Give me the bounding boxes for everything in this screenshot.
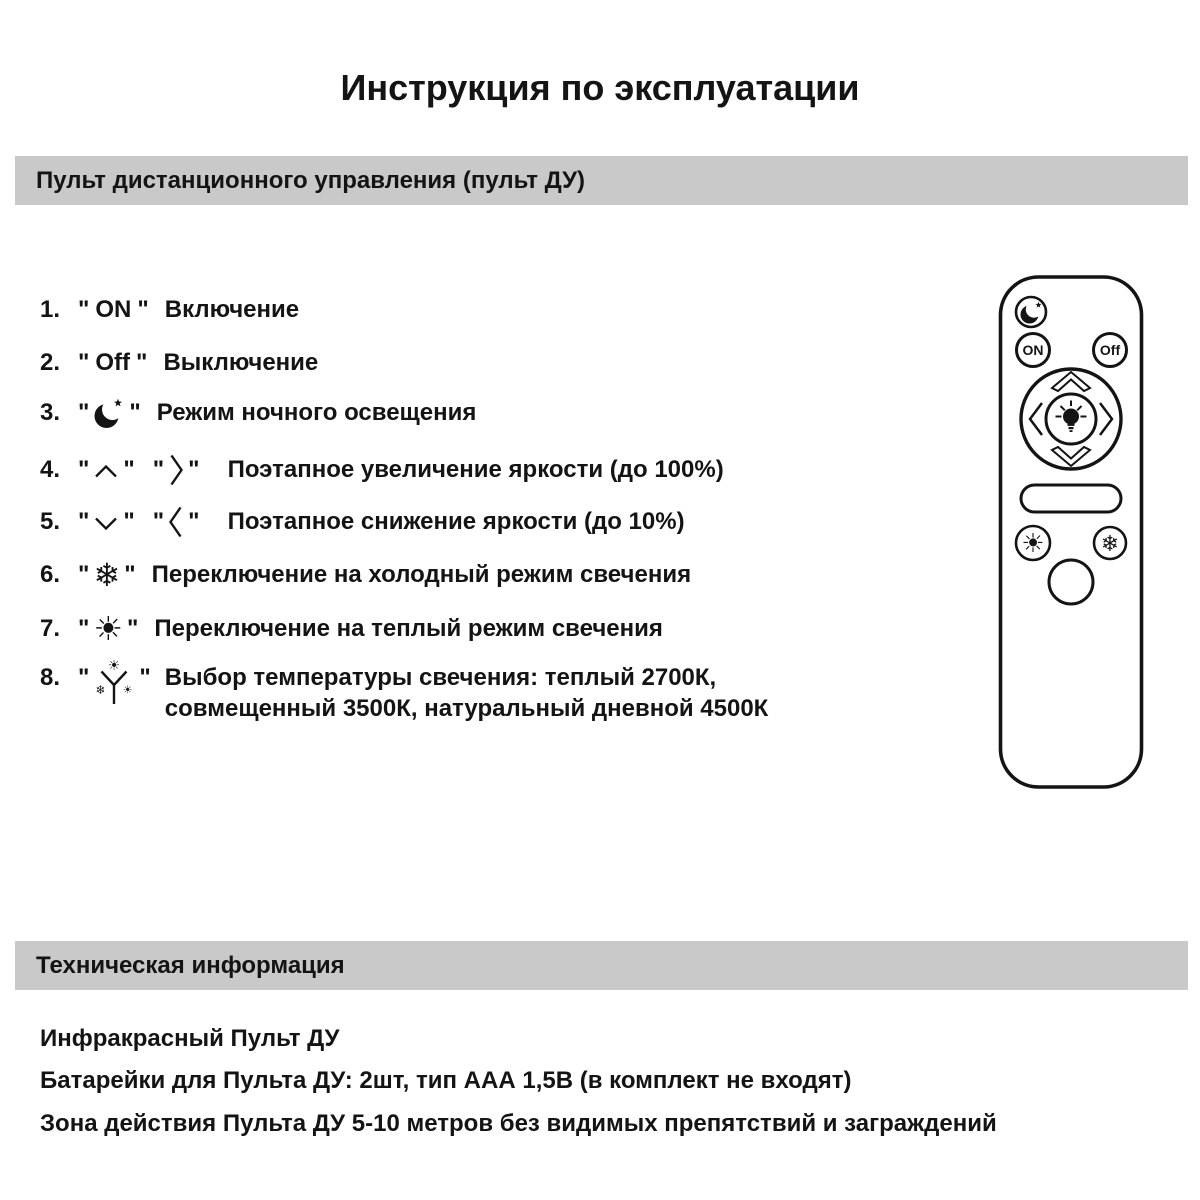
item-number: 1. — [40, 296, 61, 323]
quote-mark: " — [78, 614, 90, 642]
list-item-brightness-down — [40, 504, 685, 540]
moon-star-icon — [93, 396, 125, 430]
list-item-brightness-up — [40, 452, 724, 488]
quote-mark: " — [123, 456, 135, 483]
chevron-down-icon — [93, 513, 119, 531]
quote-mark: " — [78, 456, 90, 483]
sun-icon: ☀ — [93, 609, 123, 648]
item-number: 8. — [40, 664, 61, 691]
chevron-right-icon — [168, 452, 184, 488]
item-number: 2. — [40, 349, 61, 376]
pill-button — [1021, 485, 1121, 512]
item-number: 6. — [40, 561, 61, 588]
item-text: Переключение на теплый режим свечения — [154, 614, 663, 642]
item-text: Поэтапное увеличение яркости (до 100%) — [227, 456, 724, 483]
quote-mark: " — [78, 664, 90, 691]
item-number: 3. — [40, 399, 61, 426]
quote-mark: " — [139, 664, 151, 691]
quote-mark: " — [152, 456, 165, 483]
list-item-on — [40, 295, 299, 325]
section-header-remote: Пульт дистанционного управления (пульт ДУ) — [15, 156, 1188, 205]
item-number: 7. — [40, 614, 61, 642]
list-item-cold-mode — [40, 556, 692, 594]
chevron-up-icon — [93, 461, 119, 479]
item-text: Переключение на холодный режим свечения — [151, 561, 692, 588]
list-item-off — [40, 348, 318, 378]
list-item-temp-select — [40, 658, 769, 724]
sun-icon: ☀ — [122, 683, 133, 697]
item-text: Включение — [164, 296, 300, 323]
quote-mark: " — [78, 296, 90, 323]
quote-mark: " — [136, 349, 148, 376]
quote-mark: " — [129, 399, 141, 426]
list-item-night-mode — [40, 396, 476, 430]
quote-mark: " — [126, 614, 139, 642]
tech-info-line: Зона действия Пульта ДУ 5-10 метров без видимых препятствий и заграждений — [40, 1110, 997, 1137]
item-text: Режим ночного освещения — [156, 399, 477, 426]
sun-icon: ☀ — [1021, 529, 1045, 559]
page-title: Инструкция по эксплуатации — [340, 67, 860, 108]
item-number: 4. — [40, 456, 61, 483]
quote-mark: " — [152, 508, 165, 535]
item-text-block — [165, 662, 769, 724]
list-item-warm-mode — [40, 609, 663, 648]
remote-illustration — [996, 272, 1146, 792]
off-label: Off — [95, 349, 131, 376]
temp-select-icon — [93, 658, 135, 708]
quote-mark: " — [188, 456, 200, 483]
quote-mark: " — [188, 508, 200, 535]
quote-mark: " — [78, 561, 90, 588]
snowflake-icon: ❄ — [1100, 532, 1120, 557]
quote-mark: " — [78, 349, 90, 376]
on-button-label: ON — [1022, 342, 1044, 358]
item-text: Поэтапное снижение яркости (до 10%) — [227, 508, 685, 535]
sun-icon: ☀ — [108, 658, 121, 674]
snowflake-icon: ❄ — [95, 683, 106, 697]
section-header-tech: Техническая информация — [15, 941, 1188, 990]
item-text-line1: Выбор температуры свечения: теплый 2700К, — [164, 664, 717, 691]
item-text-line2: совмещенный 3500К, натуральный дневной 4500К — [164, 695, 769, 722]
item-text: Выключение — [163, 349, 319, 376]
snowflake-icon: ❄ — [93, 556, 121, 594]
on-label: ON — [95, 296, 132, 323]
quote-mark: " — [123, 508, 135, 535]
quote-mark: " — [124, 561, 136, 588]
chevron-left-icon — [168, 504, 184, 540]
tech-info-line: Батарейки для Пульта ДУ: 2шт, тип ААА 1,5В (в комплект не входят) — [40, 1067, 852, 1094]
off-button-label: Off — [1099, 342, 1121, 358]
quote-mark: " — [78, 508, 90, 535]
item-number: 5. — [40, 508, 61, 535]
quote-mark: " — [78, 399, 90, 426]
tech-info-line: Инфракрасный Пульт ДУ — [40, 1025, 340, 1052]
quote-mark: " — [137, 296, 149, 323]
